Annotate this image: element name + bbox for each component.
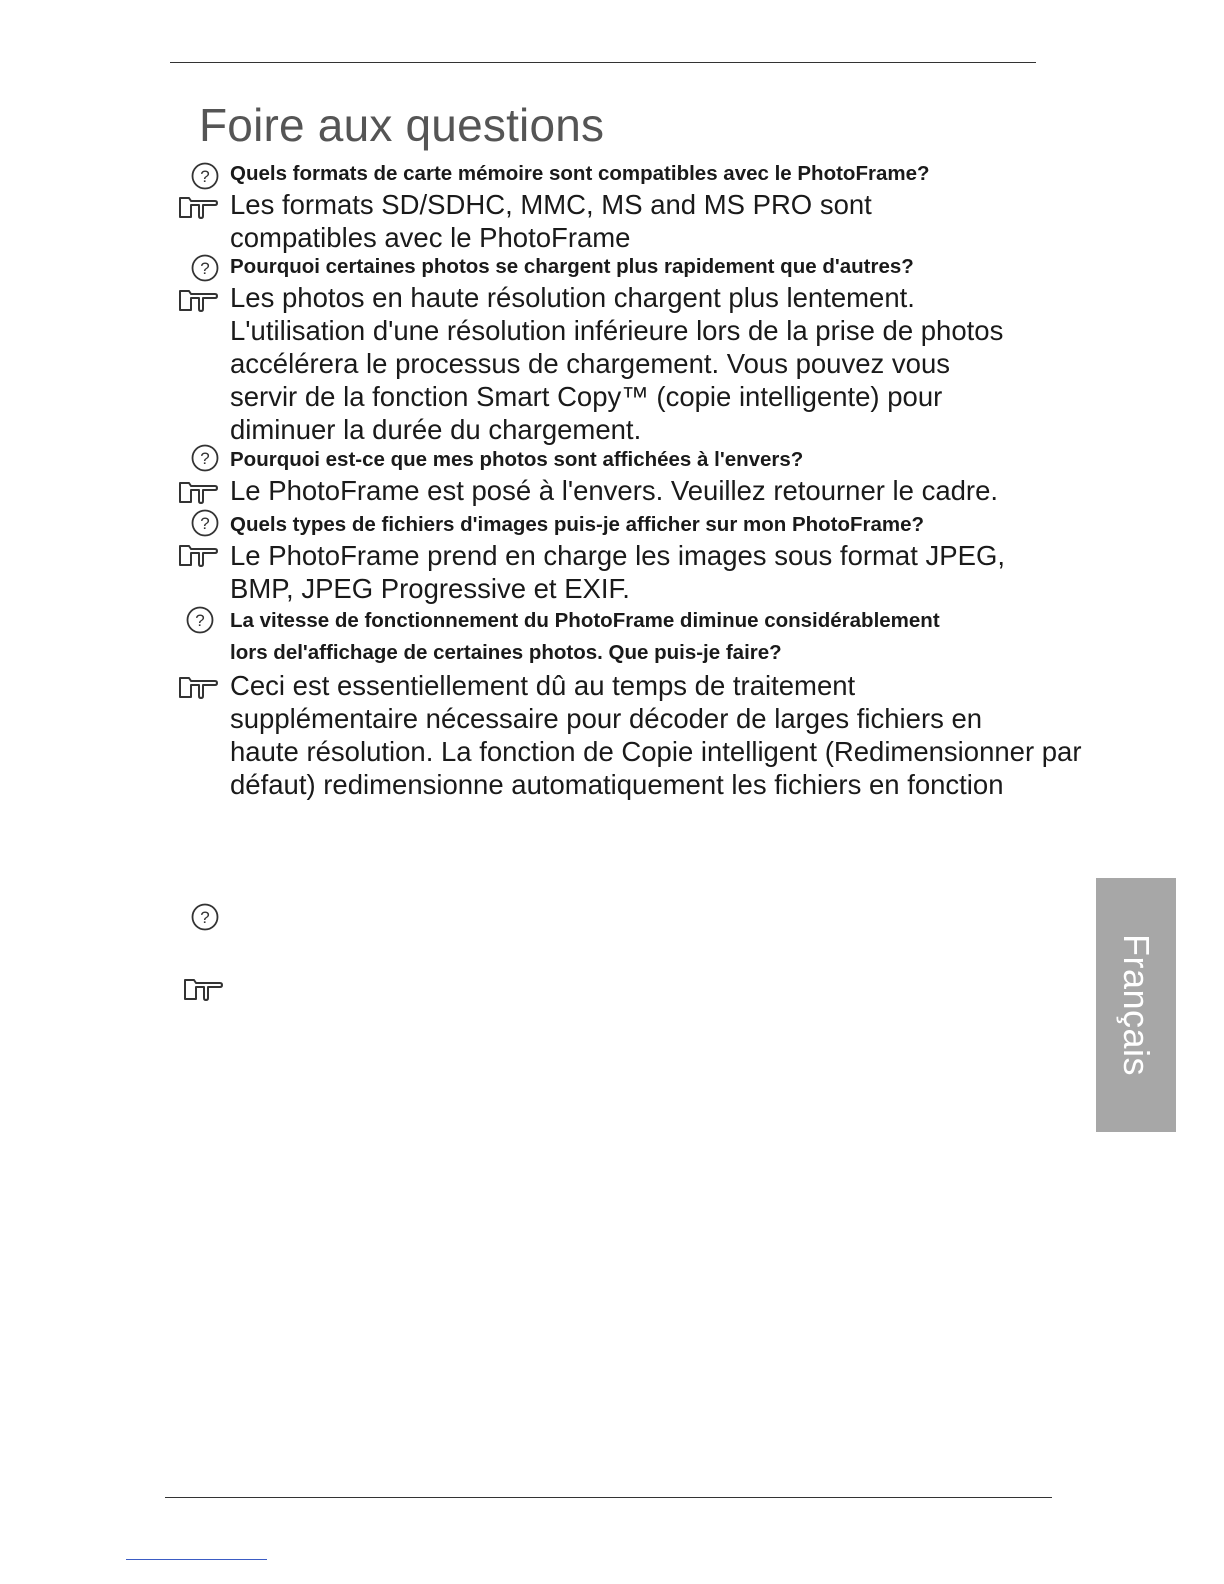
question-icon <box>185 605 215 635</box>
faq-answer-2-line-2: L'utilisation d'une résolution inférieure lors de la prise de photos <box>230 315 1004 346</box>
faq-answer-4-line-1: Le PhotoFrame prend en charge les images sous format JPEG, <box>230 540 1005 571</box>
page-title: Foire aux questions <box>199 99 605 151</box>
faq-answer-3 <box>230 474 998 507</box>
faq-answer-5 <box>230 669 1082 801</box>
pointing-hand-icon <box>177 675 219 701</box>
faq-answer-1-line-1: Les formats SD/SDHC, MMC, MS and MS PRO sont <box>230 189 872 220</box>
faq-answer-5-line-1: Ceci est essentiellement dû au temps de traitement <box>230 670 856 701</box>
faq-question-5-line-2: lors del'affichage de certaines photos. Que puis-je faire? <box>230 641 782 664</box>
question-icon <box>190 161 220 191</box>
svg-text:?: ? <box>195 611 205 630</box>
language-tab <box>1096 878 1176 1132</box>
faq-question-1-line: Quels formats de carte mémoire sont compatibles avec le PhotoFrame? <box>230 162 930 185</box>
language-tab-label: Français <box>1116 933 1157 1077</box>
header-rule <box>170 62 1036 63</box>
question-icon <box>190 253 220 283</box>
faq-answer-2-line-5: diminuer la durée du chargement. <box>230 414 642 445</box>
faq-answer-5-line-3: haute résolution. La fonction de Copie intelligent (Redimensionner par <box>230 736 1082 767</box>
pointing-hand-icon <box>177 195 219 221</box>
pointing-hand-icon <box>177 288 219 314</box>
faq-question-2 <box>230 251 914 283</box>
question-icon <box>190 508 220 538</box>
faq-question-1 <box>230 158 930 190</box>
faq-question-4-line: Quels types de fichiers d'images puis-je afficher sur mon PhotoFrame? <box>230 513 925 536</box>
question-icon <box>190 902 220 932</box>
faq-answer-2-line-3: accélérera le processus de chargement. Vous pouvez vous <box>230 348 950 379</box>
pointing-hand-icon <box>182 977 224 1003</box>
faq-question-4 <box>230 509 924 541</box>
faq-question-3 <box>230 444 803 476</box>
pointing-hand-icon <box>177 480 219 506</box>
faq-answer-2-line-4: servir de la fonction Smart Copy™ (copie intelligente) pour <box>230 381 943 412</box>
faq-question-3-line: Pourquoi est-ce que mes photos sont affichées à l'envers? <box>230 448 804 471</box>
faq-answer-4-line-2: BMP, JPEG Progressive et EXIF. <box>230 573 630 604</box>
footer-link-underline <box>126 1559 267 1560</box>
faq-answer-2 <box>230 281 1003 446</box>
svg-text:?: ? <box>200 449 210 468</box>
svg-text:?: ? <box>200 167 210 186</box>
faq-question-2-line: Pourquoi certaines photos se chargent plus rapidement que d'autres? <box>230 255 914 278</box>
pointing-hand-icon <box>177 543 219 569</box>
faq-answer-1 <box>230 188 872 254</box>
faq-question-5-line-1: La vitesse de fonctionnement du PhotoFrame diminue considérablement <box>230 609 940 632</box>
faq-answer-3-line-1: Le PhotoFrame est posé à l'envers. Veuillez retourner le cadre. <box>230 475 999 506</box>
svg-text:?: ? <box>200 259 210 278</box>
faq-answer-1-line-2: compatibles avec le PhotoFrame <box>230 222 631 253</box>
footer-rule <box>165 1497 1052 1498</box>
faq-answer-5-line-4: défaut) redimensionne automatiquement les fichiers en fonction <box>230 769 1004 800</box>
question-icon <box>190 443 220 473</box>
faq-answer-5-line-2: supplémentaire nécessaire pour décoder de larges fichiers en <box>230 703 983 734</box>
svg-text:?: ? <box>200 514 210 533</box>
faq-answer-2-line-1: Les photos en haute résolution chargent plus lentement. <box>230 282 915 313</box>
faq-question-5 <box>230 605 940 669</box>
svg-text:?: ? <box>200 908 210 927</box>
faq-answer-4 <box>230 539 1005 605</box>
